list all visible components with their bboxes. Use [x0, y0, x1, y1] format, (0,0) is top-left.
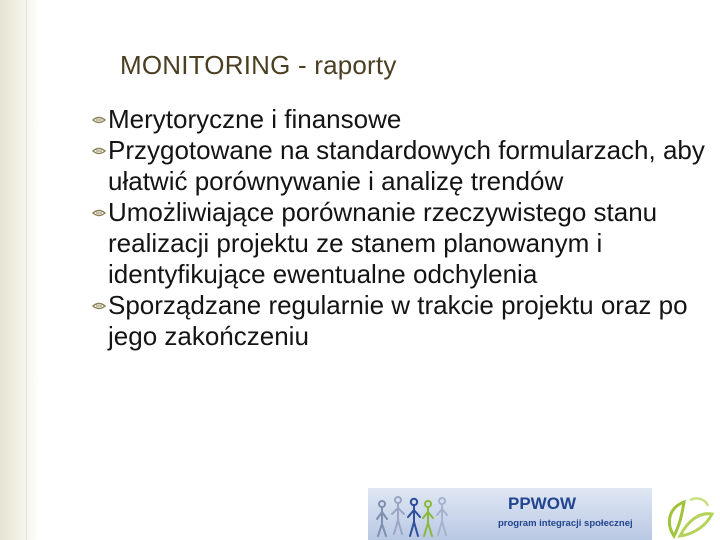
bullet-marker-icon — [92, 145, 106, 157]
bullet-text: Umożliwiające porównanie rzeczywistego stanu realizacji projektu ze stanem planowanym i identyfikujące ewentualne odchylenia — [108, 197, 658, 289]
bullet-text: Sporządzane regularnie w trakcie projektu oraz po jego zakończeniu — [108, 290, 688, 351]
bullet-marker-icon — [92, 207, 106, 219]
bullet-item — [92, 135, 707, 197]
people-figures-icon — [374, 492, 452, 540]
leaf-logo-icon — [660, 494, 716, 540]
bullet-text: Przygotowane na standardowych formularzach, aby ułatwić porównywanie i analizę trendów — [108, 135, 705, 196]
bullet-marker-icon — [92, 300, 106, 312]
slide-title: MONITORING - raporty — [120, 50, 397, 80]
logo-title: PPWOW — [508, 494, 576, 513]
bullet-list — [92, 104, 707, 352]
bullet-text: Merytoryczne i finansowe — [108, 104, 402, 134]
bullet-marker-icon — [92, 114, 106, 126]
bullet-item — [92, 290, 707, 352]
ppwow-logo-banner — [368, 488, 652, 540]
decorative-side-stripe — [0, 0, 40, 540]
bullet-item — [92, 197, 707, 290]
logo-subtitle: program integracji społecznej — [498, 518, 633, 529]
bullet-item — [92, 104, 707, 135]
